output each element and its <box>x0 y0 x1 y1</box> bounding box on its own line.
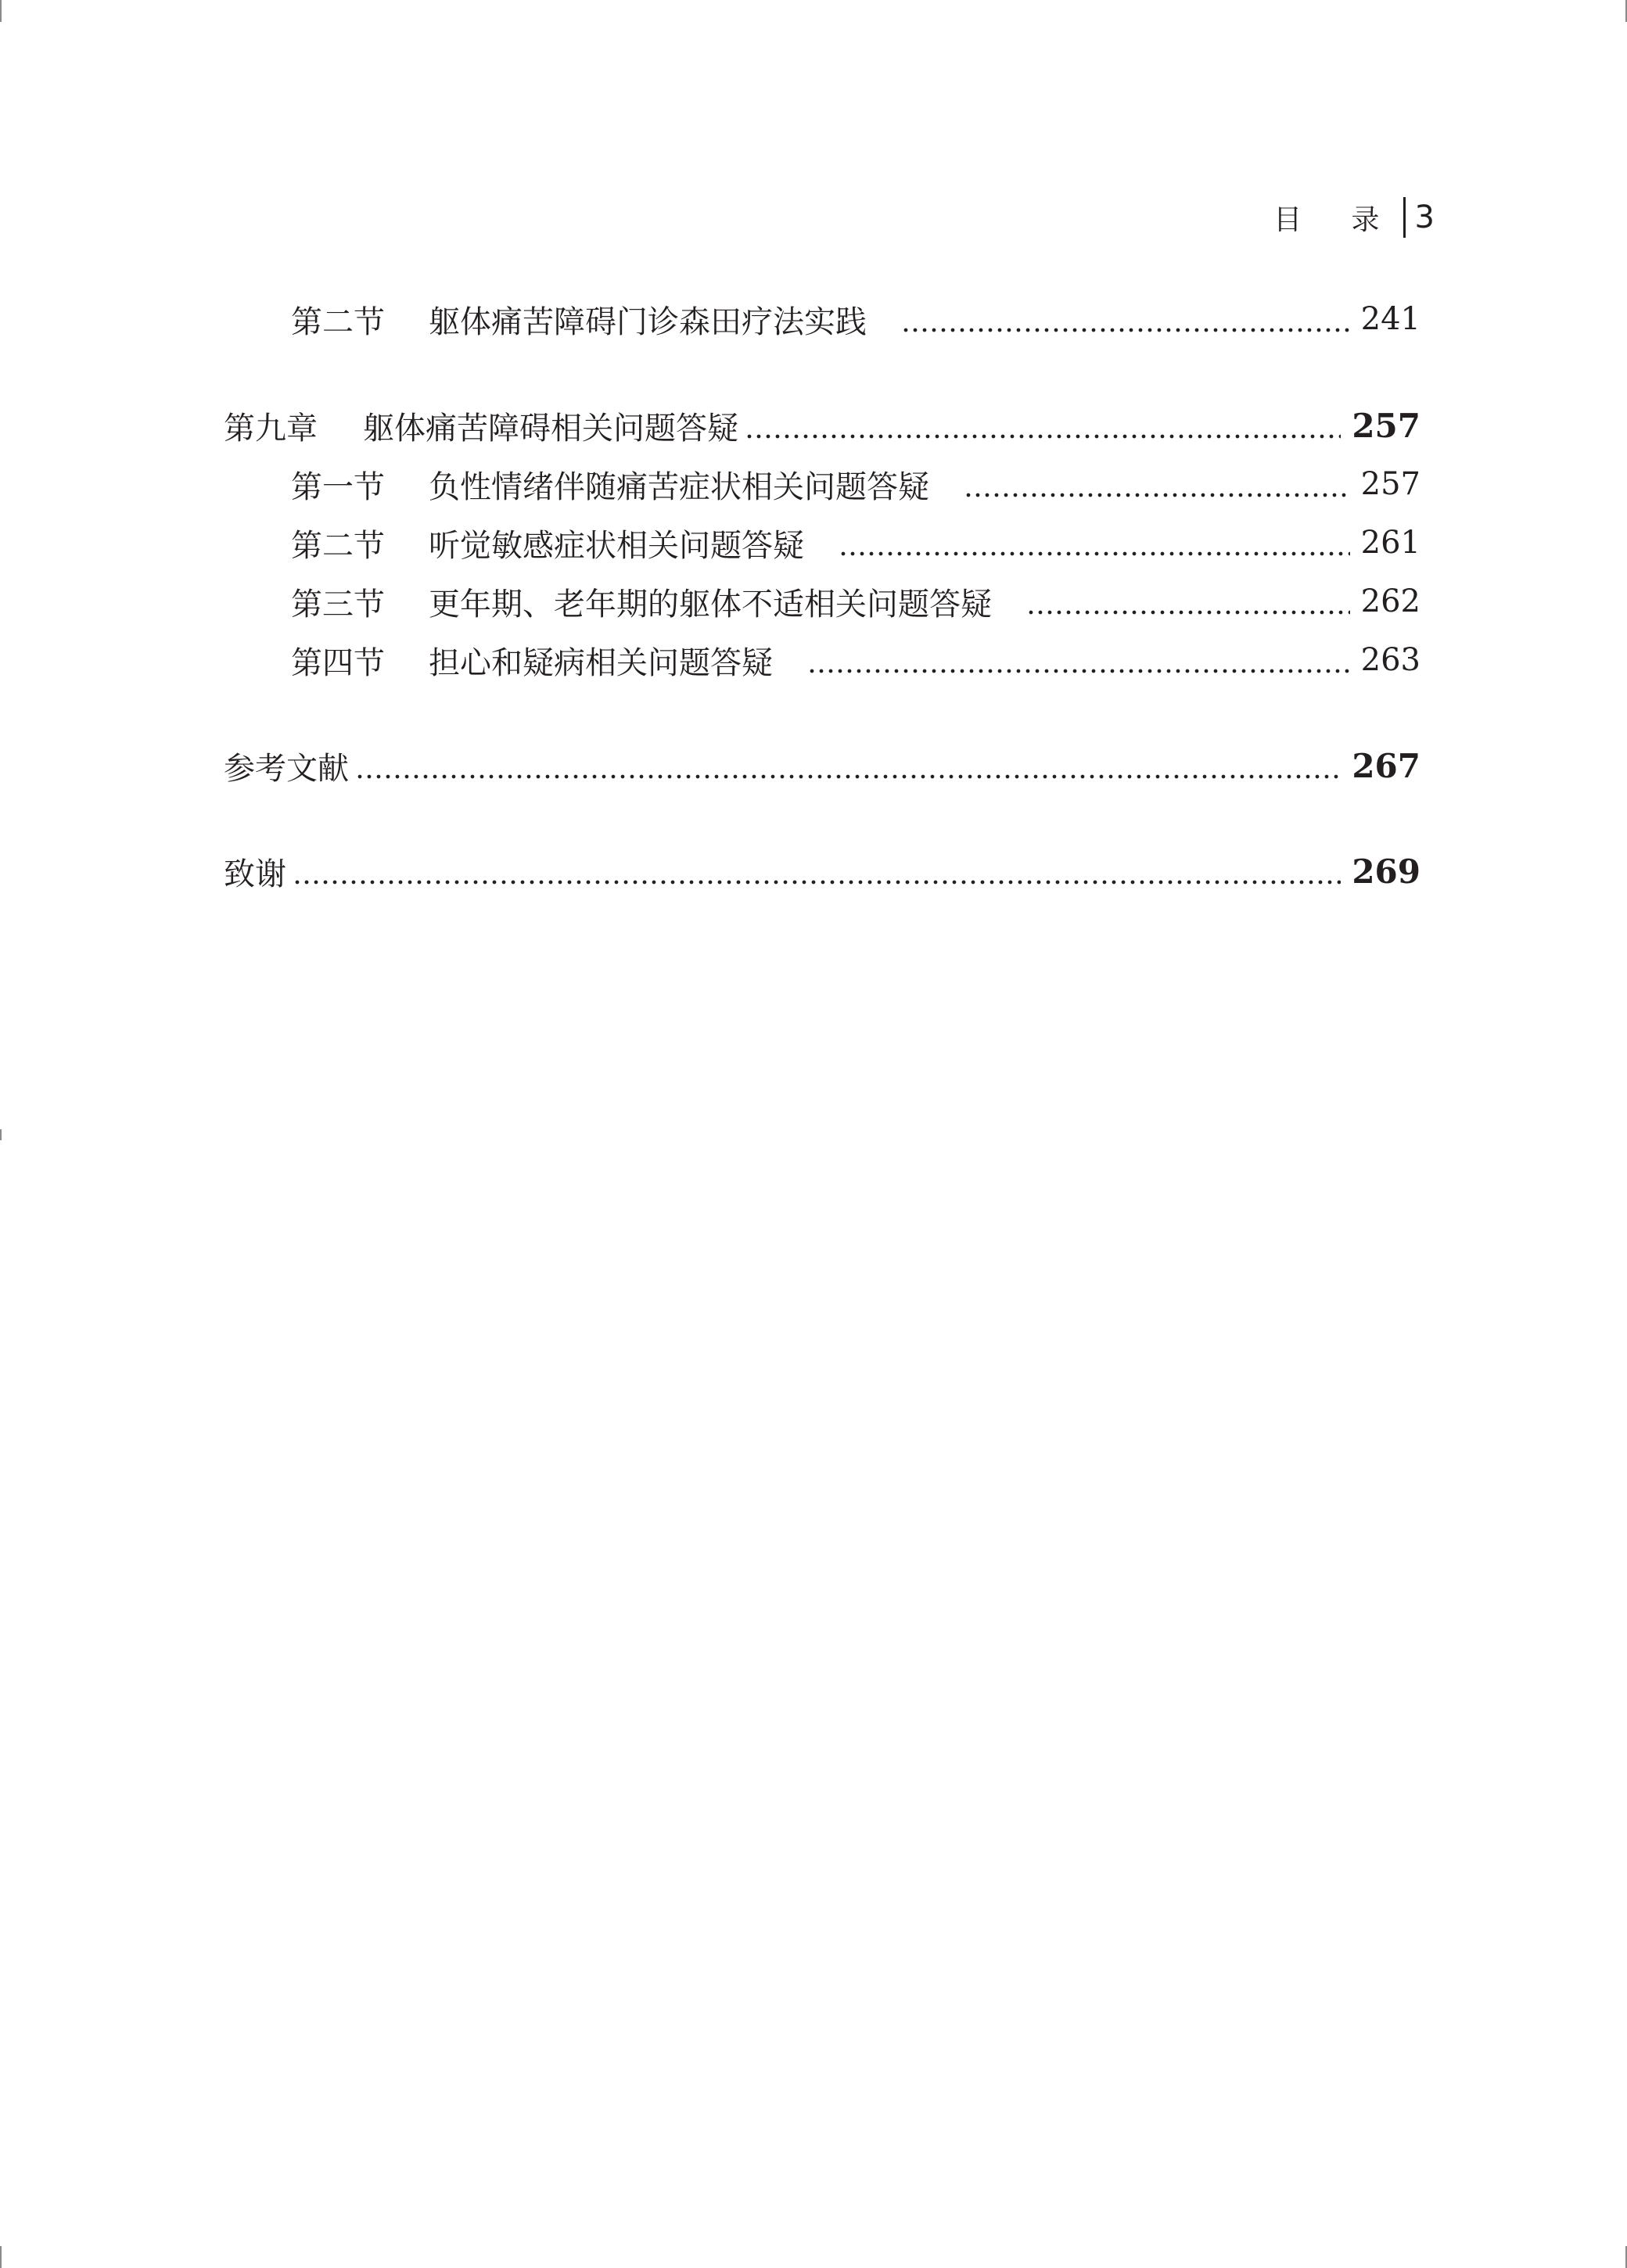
dot-leader <box>293 848 1341 895</box>
toc-entry-references[interactable] <box>224 742 1420 789</box>
dot-leader <box>901 296 1350 343</box>
page-ref: 261 <box>1360 525 1420 561</box>
dot-leader <box>745 402 1341 449</box>
page-ref: 269 <box>1352 852 1420 891</box>
section-number: 第三节 <box>291 586 385 623</box>
acknowledgements-title: 致谢 <box>224 856 286 892</box>
section-title: 躯体痛苦障碍门诊森田疗法实践 <box>429 303 867 340</box>
dot-leader <box>1026 578 1350 625</box>
toc-entry-chapter[interactable] <box>224 402 1420 449</box>
section-title: 听觉敏感症状相关问题答疑 <box>429 527 804 564</box>
section-number: 第一节 <box>291 468 385 505</box>
page-ref: 267 <box>1352 746 1420 785</box>
running-header-title: 目 录 <box>1273 203 1400 236</box>
section-title: 更年期、老年期的躯体不适相关问题答疑 <box>429 586 992 623</box>
page-ref: 257 <box>1352 406 1420 445</box>
chapter-title: 躯体痛苦障碍相关问题答疑 <box>363 410 738 447</box>
references-title: 参考文献 <box>224 750 349 787</box>
chapter-number: 第九章 <box>224 410 318 447</box>
dot-leader <box>807 637 1350 684</box>
page-ref: 257 <box>1360 466 1420 502</box>
toc-entry-section[interactable] <box>291 578 1420 625</box>
running-header <box>1273 194 1435 241</box>
toc-entry-acknowledgements[interactable] <box>224 848 1420 895</box>
section-title: 负性情绪伴随痛苦症状相关问题答疑 <box>429 468 929 505</box>
header-divider <box>1403 197 1406 238</box>
section-title: 担心和疑病相关问题答疑 <box>429 644 773 681</box>
section-number: 第四节 <box>291 644 385 681</box>
toc-entry-section[interactable] <box>291 519 1420 566</box>
page-ref: 241 <box>1360 301 1420 337</box>
toc-entry-section[interactable] <box>291 296 1420 343</box>
page-number: 3 <box>1414 199 1435 235</box>
dot-leader <box>355 742 1341 789</box>
toc-entry-section[interactable] <box>291 461 1420 508</box>
crop-mark-bottom-left <box>0 2246 2 2268</box>
crop-mark-left-middle <box>0 1129 2 1140</box>
section-number: 第二节 <box>291 527 385 564</box>
dot-leader <box>964 461 1350 508</box>
section-number: 第二节 <box>291 303 385 340</box>
toc-entry-section[interactable] <box>291 637 1420 684</box>
page-ref: 262 <box>1360 583 1420 619</box>
crop-mark-top-left <box>0 0 2 22</box>
page-ref: 263 <box>1360 642 1420 678</box>
dot-leader <box>839 519 1350 566</box>
